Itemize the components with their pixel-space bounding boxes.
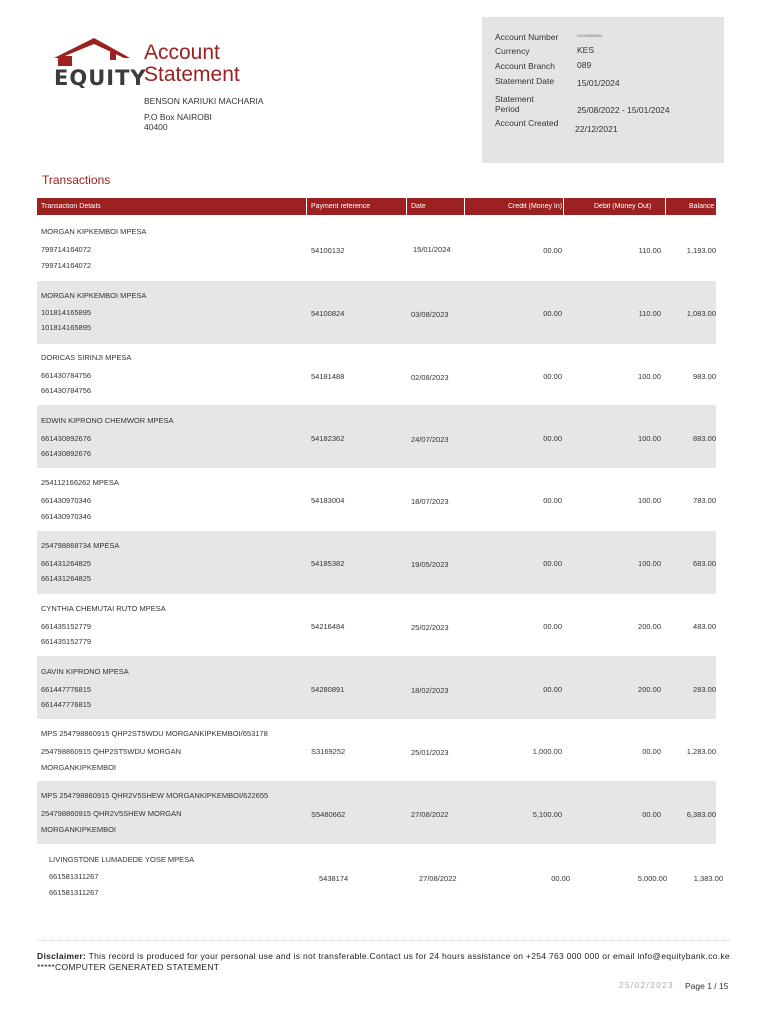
txn-credit: 00.00 [543, 496, 562, 505]
logo-wordmark: EQUITY [54, 66, 147, 90]
footer-divider [37, 940, 731, 941]
txn-balance: 883.00 [693, 434, 716, 443]
col-balance: Balance [689, 203, 715, 210]
txn-date: 18/02/2023 [411, 686, 449, 695]
txn-credit: 5,100.00 [532, 810, 562, 819]
txn-debit: 200.00 [638, 622, 661, 631]
txn-detail-line-2: 661435152779 [41, 622, 92, 631]
page-number: Page 1 / 15 [685, 981, 729, 991]
col-transaction-details: Transaction Details [41, 203, 101, 210]
txn-balance: 783.00 [693, 496, 716, 505]
txn-detail-line-2: 661430892676 [41, 434, 92, 443]
table-row [37, 845, 723, 908]
txn-credit: 00.00 [543, 246, 562, 255]
txn-credit: 00.00 [543, 309, 562, 318]
currency-label: Currency [495, 46, 530, 56]
table-row [37, 468, 716, 531]
txn-detail-line-2: 799714164072 [41, 245, 92, 254]
txn-debit: 110.00 [638, 309, 661, 318]
column-divider [306, 198, 307, 215]
table-row [37, 218, 716, 281]
txn-debit: 100.00 [638, 559, 661, 568]
disclaimer [37, 951, 731, 973]
txn-reference: 54183004 [311, 496, 345, 505]
table-row [37, 656, 716, 719]
txn-credit: 00.00 [543, 685, 562, 694]
txn-balance: 1,383.00 [693, 874, 723, 883]
col-date: Date [411, 203, 426, 210]
txn-name: MORGAN KIPKEMBOI MPESA [41, 291, 147, 300]
disclaimer-text: This record is produced for your personal use and is not transferable.Contact us for 24 hours assistance on +254 763 000 000 or email info@equitybank.co.ke *****COMPUTER GENERATED STATEMENT [37, 951, 730, 972]
table-row [37, 594, 716, 657]
txn-balance: 983.00 [693, 372, 716, 381]
table-row [37, 531, 716, 594]
txn-date: 03/08/2023 [411, 310, 449, 319]
address-line-2: 40400 [144, 122, 168, 132]
txn-balance: 683.00 [693, 559, 716, 568]
txn-name: CYNTHIA CHEMUTAI RUTO MPESA [41, 604, 166, 613]
txn-detail-line-3: 661430784756 [41, 386, 92, 395]
txn-debit: 200.00 [638, 685, 661, 694]
txn-name: MPS 254798860915 QHP2ST5WDU MORGANKIPKEMBOI/653178 [41, 729, 268, 738]
txn-reference: 5438174 [319, 874, 349, 883]
txn-balance: 1,083.00 [686, 309, 716, 318]
page-title [144, 42, 240, 86]
txn-credit: 00.00 [543, 559, 562, 568]
txn-credit: 00.00 [543, 434, 562, 443]
statement-date-label: Statement Date [495, 76, 555, 86]
txn-detail-line-3: 661430970346 [41, 512, 92, 521]
account-holder-name: BENSON KARIUKI MACHARIA [144, 96, 264, 106]
address-line-1: P.O Box NAIROBI [144, 112, 212, 122]
txn-name: GAVIN KIPRONO MPESA [41, 667, 129, 676]
txn-balance: 6,383.00 [686, 810, 716, 819]
txn-debit: 100.00 [638, 434, 661, 443]
txn-date: 02/08/2023 [411, 373, 449, 382]
equity-logo [52, 36, 147, 92]
house-roof-icon [52, 36, 132, 68]
footer-date: 25/02/2023 [619, 981, 675, 990]
currency-value: KES [577, 45, 595, 55]
txn-reference: 54216484 [311, 622, 345, 631]
txn-detail-line-2: 254798860915 QHP2ST5WDU MORGAN [41, 747, 182, 756]
txn-date: 27/08/2022 [411, 810, 449, 819]
txn-balance: 1,283.00 [686, 747, 716, 756]
txn-credit: 00.00 [543, 622, 562, 631]
txn-reference: 54185382 [311, 559, 345, 568]
txn-date: 24/07/2023 [411, 435, 449, 444]
column-divider [665, 198, 666, 215]
txn-detail-line-2: 661431264825 [41, 559, 92, 568]
txn-reference: S3169252 [311, 747, 346, 756]
txn-balance: 1,193.00 [686, 246, 716, 255]
table-row [37, 781, 716, 844]
column-divider [406, 198, 407, 215]
col-payment-reference: Payment reference [311, 203, 371, 210]
txn-reference: 54181488 [311, 372, 345, 381]
txn-credit: 00.00 [543, 372, 562, 381]
txn-debit: 100.00 [638, 496, 661, 505]
transactions-heading: Transactions [42, 173, 111, 187]
txn-name: DORICAS SIRINJI MPESA [41, 353, 132, 362]
account-number-value: 0110195984500 [577, 34, 603, 38]
txn-name: 254798868734 MPESA [41, 541, 120, 550]
txn-detail-line-3: 661431264825 [41, 574, 92, 583]
col-debit: Debit (Money Out) [594, 203, 652, 210]
period-label-line-1: Statement [495, 94, 534, 104]
column-divider [464, 198, 465, 215]
txn-detail-line-3: 661581311267 [49, 888, 99, 897]
txn-name: MORGAN KIPKEMBOI MPESA [41, 227, 147, 236]
branch-value: 089 [577, 60, 592, 70]
title-line-1: Account [144, 41, 220, 64]
table-row [37, 281, 716, 344]
disclaimer-label: Disclaimer: [37, 951, 87, 961]
txn-date: 19/05/2023 [411, 560, 449, 569]
txn-detail-line-3: 101814165895 [41, 323, 92, 332]
branch-label: Account Branch [495, 61, 556, 71]
txn-name: 254112166262 MPESA [41, 478, 119, 487]
column-divider [563, 198, 564, 215]
txn-detail-line-3: 661430892676 [41, 449, 92, 458]
txn-detail-line-2: 661447776815 [41, 685, 92, 694]
txn-debit: 110.00 [638, 246, 661, 255]
txn-debit: 00.00 [642, 810, 661, 819]
txn-date: 27/08/2022 [419, 874, 457, 883]
txn-name: LIVINGSTONE LUMADEDE YOSE MPESA [49, 855, 195, 864]
account-created-value: 22/12/2021 [575, 124, 618, 134]
period-label-line-2: Period [495, 104, 520, 114]
txn-reference: 54100132 [311, 246, 345, 255]
txn-date: 15/01/2024 [413, 245, 451, 254]
table-row [37, 344, 716, 407]
transactions-table-header [37, 198, 716, 215]
txn-credit: 1,000.00 [532, 747, 562, 756]
txn-detail-line-3: 661447776815 [41, 700, 92, 709]
txn-detail-line-3: 799714164072 [41, 261, 92, 270]
txn-reference: 54100824 [311, 309, 345, 318]
table-row [37, 719, 716, 782]
txn-balance: 483.00 [693, 622, 716, 631]
account-number-label: Account Number [495, 32, 559, 42]
statement-period-label [495, 94, 534, 114]
statement-period-value: 25/08/2022 - 15/01/2024 [577, 105, 670, 115]
txn-detail-line-3: 661435152779 [41, 637, 92, 646]
txn-reference: 54280891 [311, 685, 345, 694]
txn-date: 25/02/2023 [411, 623, 449, 632]
txn-name: EDWIN KIPRONO CHEMWOR MPESA [41, 416, 174, 425]
title-line-2: Statement [144, 63, 240, 86]
txn-debit: 00.00 [642, 747, 661, 756]
txn-reference: 54182362 [311, 434, 345, 443]
txn-debit: 100.00 [638, 372, 661, 381]
txn-detail-line-2: 101814165895 [41, 308, 92, 317]
statement-date-value: 15/01/2024 [577, 78, 620, 88]
txn-date: 25/01/2023 [411, 748, 449, 757]
txn-credit: 00.00 [551, 874, 570, 883]
txn-date: 18/07/2023 [411, 497, 449, 506]
col-credit: Credit (Money In) [508, 203, 562, 210]
table-row [37, 405, 716, 468]
txn-detail-line-2: 661581311267 [49, 872, 99, 881]
txn-detail-line-3: MORGANKIPKEMBOI [41, 825, 117, 834]
account-created-label: Account Created [495, 118, 559, 128]
txn-detail-line-2: 661430970346 [41, 496, 92, 505]
txn-reference: S5480662 [311, 810, 346, 819]
txn-detail-line-3: MORGANKIPKEMBOI [41, 763, 117, 772]
txn-name: MPS 254798860915 QHR2V5SHEW MORGANKIPKEMBOI/622655 [41, 791, 269, 800]
txn-balance: 283.00 [693, 685, 716, 694]
txn-detail-line-2: 254798860915 QHR2V5SHEW MORGAN [41, 809, 182, 818]
txn-debit: 5,000.00 [637, 874, 667, 883]
txn-detail-line-2: 661430784756 [41, 371, 92, 380]
